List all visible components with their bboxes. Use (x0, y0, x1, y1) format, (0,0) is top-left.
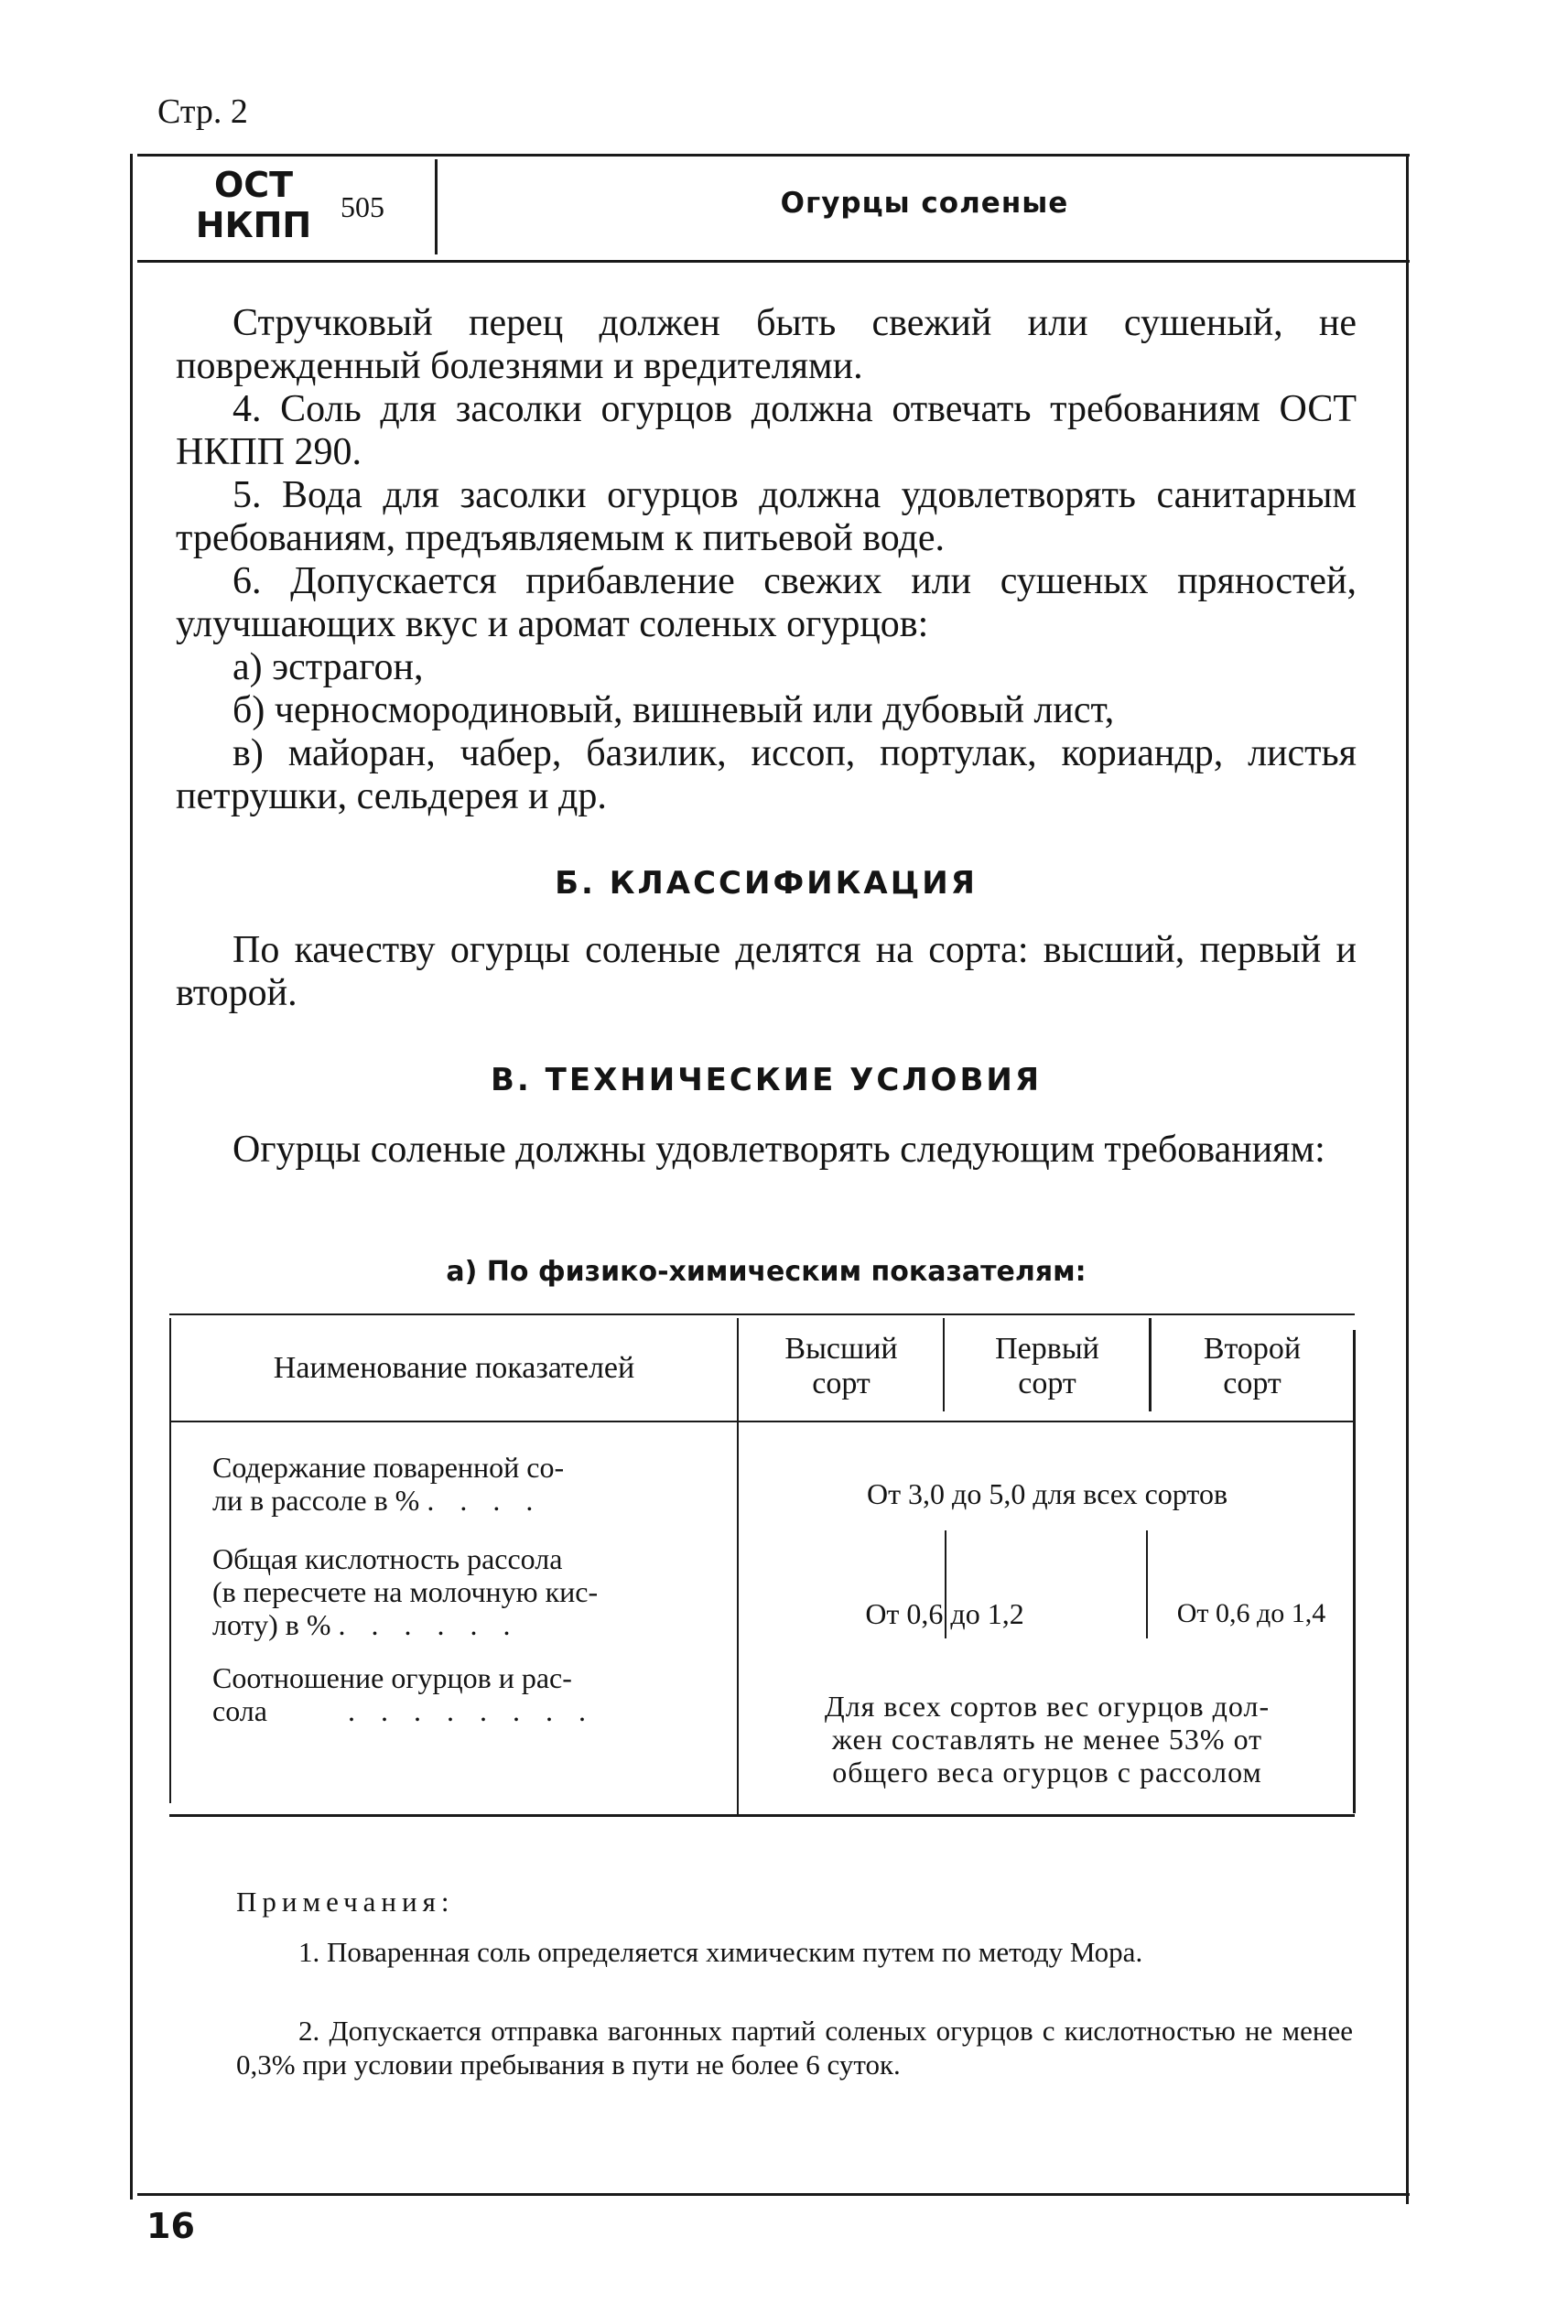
list-item-b: б) черносмородиновый, вишневый или дубовый лист, (232, 689, 1115, 731)
paragraph-water: 5. Вода для засолки огурцов должна удовлетворять санитарным требованиям, предъявляемым к питьевой воде. (176, 474, 1357, 559)
table-acid-divider-2 (1146, 1530, 1148, 1638)
section-technical-text (176, 1129, 1357, 1172)
row-ratio-value-line1: Для всех сортов вес огурцов дол- (824, 1690, 1271, 1723)
row-salt-name-line1: Содержание поваренной со- (212, 1451, 565, 1484)
table-col-divider-2 (943, 1318, 945, 1411)
table-col-divider-1 (737, 1318, 739, 1817)
standard-code-line1: ОСТ (213, 165, 294, 205)
table-header-grade3-line1: Второй (1203, 1332, 1302, 1366)
standard-code-line2: НКПП (195, 205, 312, 245)
table-right-line (1353, 1330, 1356, 1813)
row-ratio-name-line1: Соотношение огурцов и рас- (212, 1661, 572, 1694)
table-header-grade3 (1153, 1332, 1351, 1401)
row-acid-name-line2: (в пересчете на молочную кис- (212, 1575, 599, 1608)
table-header-grade1-line1: Высший (784, 1332, 898, 1366)
section-heading-technical: В. ТЕХНИЧЕСКИЕ УСЛОВИЯ (490, 1062, 1043, 1098)
note-2 (236, 2014, 1353, 2081)
table-header-line (169, 1421, 1355, 1422)
row-acid-name (212, 1542, 707, 1641)
table-bottom-line (169, 1814, 1355, 1817)
row-salt-name-line2: ли в рассоле в % . . . . (212, 1484, 543, 1517)
section-heading-classification: Б. КЛАССИФИКАЦИЯ (555, 865, 978, 902)
row-acid-name-line3: лоту) в % . . . . . . (212, 1608, 520, 1641)
row-ratio-value-line2: жен составлять не менее 53% от (831, 1723, 1263, 1756)
table-header-grade2-line1: Первый (995, 1332, 1099, 1366)
row-ratio-value-line3: общего веса огурцов с рассолом (832, 1756, 1262, 1789)
notes-title: Примечания: (236, 1886, 455, 1918)
note-1 (236, 1935, 1353, 1969)
row-acid-name-line1: Общая кислотность рассола (212, 1542, 563, 1575)
technical-paragraph: Огурцы соленые должны удовлетворять следующим требованиям: (232, 1129, 1325, 1171)
paragraph-spices: 6. Допускается прибавление свежих или сушеных пряностей, улучшающих вкус и аромат соленых огурцов: (176, 560, 1357, 645)
header-bottom-line (137, 260, 1410, 263)
table-header-grade2 (946, 1332, 1148, 1401)
footer-line (137, 2193, 1410, 2196)
header-top-line (137, 154, 1410, 157)
paragraph-salt: 4. Соль для засолки огурцов должна отвечать требованиям ОСТ НКПП 290. (176, 388, 1357, 473)
standard-number: 505 (341, 190, 384, 223)
row-acid-value-grade3: От 0,6 до 1,4 (1176, 1598, 1326, 1628)
row-ratio-value (743, 1690, 1351, 1789)
page-number: 16 (146, 2206, 195, 2246)
paragraph-pepper: Стручковый перец должен быть свежий или сушеный, не поврежденный болезнями и вредителями. (176, 302, 1357, 387)
note-1-text: 1. Поваренная соль определяется химическим путем по методу Мора. (298, 1936, 1143, 1968)
header-divider (435, 159, 438, 254)
table-header-name: Наименование показателей (273, 1351, 635, 1385)
body-text (176, 302, 1357, 818)
table-header-grade3-line2: сорт (1223, 1367, 1281, 1400)
list-item-c: в) майоран, чабер, базилик, иссоп, портулак, кориандр, листья петрушки, сельдерея и др. (176, 732, 1357, 817)
row-acid-value-grade12: От 0,6 до 1,2 (865, 1597, 1024, 1630)
row-salt-value: От 3,0 до 5,0 для всех сортов (866, 1477, 1228, 1510)
row-salt-name (212, 1451, 707, 1517)
frame-left-line (130, 154, 133, 2200)
list-item-a: а) эстрагон, (232, 646, 424, 688)
row-ratio-name-line2: сола . . . . . . . . (212, 1694, 595, 1727)
table-col-divider-3 (1149, 1318, 1152, 1411)
section-classification-text (176, 929, 1357, 1015)
standard-code (194, 165, 313, 245)
table-header-grade2-line2: сорт (1018, 1367, 1076, 1400)
classification-paragraph: По качеству огурцы соленые делятся на сорта: высший, первый и второй. (176, 929, 1357, 1014)
table-caption: а) По физико-химическим показателям: (446, 1256, 1087, 1288)
document-title: Огурцы соленые (780, 187, 1069, 220)
table-left-line (169, 1318, 171, 1803)
page-label: Стр. 2 (157, 92, 248, 131)
table-top-line (169, 1313, 1355, 1315)
note-2-text: 2. Допускается отправка вагонных партий соленых огурцов с кислотностью не менее 0,3% при условии пребывания в пути не более 6 суток. (236, 2015, 1353, 2081)
row-ratio-name (212, 1661, 707, 1727)
table-header-grade1 (741, 1332, 941, 1401)
frame-right-line (1406, 154, 1409, 2204)
table-header-grade1-line2: сорт (812, 1367, 871, 1400)
